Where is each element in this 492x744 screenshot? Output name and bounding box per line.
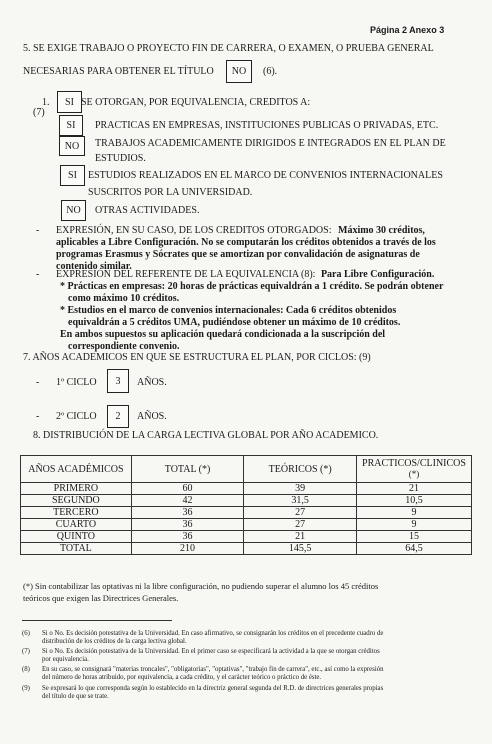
footnote-8-2: del número de horas atribuido, por equivalencia, a cada crédito, y el carácter teórico o práctico de éste. — [42, 674, 322, 681]
item-estudios-box: SI — [60, 165, 85, 186]
item-trabajos-box: NO — [59, 136, 85, 156]
item-otras-text: OTRAS ACTIVIDADES. — [95, 205, 200, 216]
bullet-ambos-2: correspondiente convenio. — [68, 341, 180, 352]
ciclo-1-years-box: 3 — [107, 369, 129, 393]
expresion-creditos-line4: contenido similar. — [56, 261, 132, 272]
section-8-title: 8. DISTRIBUCIÓN DE LA CARGA LECTIVA GLOBAL POR AÑO ACADEMICO. — [33, 430, 379, 441]
item-trabajos-text: TRABAJOS ACADEMICAMENTE DIRIGIDOS E INTEGRADOS EN EL PLAN DE — [95, 138, 446, 149]
table-row-total — [21, 543, 472, 555]
footnote-ref-7: (7) — [33, 107, 45, 118]
ciclo-2-years-box: 2 — [107, 405, 129, 428]
cell: 9 — [357, 519, 472, 531]
table-row — [21, 495, 472, 507]
cell: 64,5 — [357, 543, 472, 555]
cell: PRIMERO — [21, 483, 132, 495]
header-anios: AÑOS ACADÉMICOS — [21, 456, 132, 483]
cell: SEGUNDO — [21, 495, 132, 507]
cell: 15 — [357, 531, 472, 543]
footnote-6-2: distribución de los créditos de la carga lectiva global. — [42, 638, 187, 645]
cell: TOTAL — [21, 543, 132, 555]
item-estudios-text: ESTUDIOS REALIZADOS EN EL MARCO DE CONVENIOS INTERNACIONALES — [88, 170, 443, 181]
ciclo-1-label: 1º CICLO — [56, 377, 97, 388]
cell: 27 — [244, 519, 357, 531]
item-trabajos-text-2: ESTUDIOS. — [95, 153, 146, 164]
footnote-9-num: (9) — [22, 685, 30, 692]
bullet-convenios-2: equivaldrán a 5 créditos UMA, pudiéndose obtener un máximo de 10 créditos. — [68, 317, 401, 328]
table-note-2: teóricos que exigen las Directrices Generales. — [23, 593, 179, 603]
cell: 210 — [131, 543, 244, 555]
footnote-9-2: del título de que se trate. — [42, 693, 109, 700]
item-otras-box: NO — [61, 200, 86, 221]
cell: CUARTO — [21, 519, 132, 531]
referente-value: Para Libre Configuración. — [320, 269, 435, 280]
cell: 36 — [131, 519, 244, 531]
expresion-creditos — [56, 225, 466, 237]
cell: QUINTO — [21, 531, 132, 543]
ciclo-1-unit: AÑOS. — [137, 377, 167, 388]
referente-equivalencia — [56, 269, 434, 281]
cell: 31,5 — [244, 495, 357, 507]
footnote-7: Si o No. Es decisión potestativa de la Universidad. En el primer caso se especificará la actividad a la que se otorgan créditos — [42, 648, 380, 655]
ciclo-2-unit: AÑOS. — [137, 411, 167, 422]
cell: 145,5 — [244, 543, 357, 555]
cell: 39 — [244, 483, 357, 495]
item-practicas-box: SI — [59, 115, 83, 136]
section-6-number: 1. — [42, 97, 50, 108]
table-row — [21, 531, 472, 543]
table-row — [21, 507, 472, 519]
carga-lectiva-table — [20, 455, 472, 555]
bullet-convenios: * Estudios en el marco de convenios internacionales: Cada 6 créditos obtenidos — [60, 305, 397, 316]
table-header-row — [21, 456, 472, 483]
section-5-ref: (6). — [263, 66, 278, 77]
cell: 42 — [131, 495, 244, 507]
table-note: (*) Sin contabilizar las optativas ni la libre configuración, no pudiendo superar el alumno los 45 créditos — [23, 581, 379, 591]
footnote-7-num: (7) — [22, 648, 30, 655]
cell: 21 — [244, 531, 357, 543]
expresion-creditos-line2: aplicables a Libre Configuración. No se computarán los créditos obtenidos a través de los — [56, 237, 436, 248]
footnote-8-num: (8) — [22, 666, 30, 673]
cell: 21 — [357, 483, 472, 495]
item-practicas-text: PRACTICAS EN EMPRESAS, INSTITUCIONES PUBLICAS O PRIVADAS, ETC. — [95, 120, 439, 131]
header-practicos — [357, 456, 472, 483]
section-5-line2: NECESARIAS PARA OBTENER EL TÍTULO — [23, 66, 214, 77]
cell: 27 — [244, 507, 357, 519]
cell: 10,5 — [357, 495, 472, 507]
expresion-creditos-max: Máximo 30 créditos, — [338, 225, 425, 236]
bullet-practicas: * Prácticas en empresas: 20 horas de prácticas equivaldrán a 1 crédito. Se podrán obtener — [60, 281, 444, 292]
cell: 36 — [131, 507, 244, 519]
footnote-6: Si o No. Es decisión potestativa de la Universidad. En caso afirmativo, se consignarán los créditos en el precedente cuadro de — [42, 630, 384, 637]
section-5-line1: 5. SE EXIGE TRABAJO O PROYECTO FIN DE CARRERA, O EXAMEN, O PRUEBA GENERAL — [23, 43, 434, 54]
header-practicos-note: (*) — [408, 469, 420, 479]
page-label: Página 2 Anexo 3 — [370, 25, 445, 35]
section-5-answer-box: NO — [226, 60, 252, 83]
ciclo-2-label: 2º CICLO — [56, 411, 97, 422]
bullet-ambos: En ambos supuestos su aplicación quedará condicionada a la suscripción del — [60, 329, 386, 340]
header-teoricos: TEÓRICOS (*) — [244, 456, 357, 483]
table-row — [21, 519, 472, 531]
item-estudios-text-2: SUSCRITOS POR LA UNIVERSIDAD. — [88, 187, 253, 198]
section-6-answer-box: SI — [57, 91, 82, 113]
expresion-creditos-lead: EXPRESIÓN, EN SU CASO, DE LOS CREDITOS OTORGADOS: — [56, 225, 332, 236]
cell: TERCERO — [21, 507, 132, 519]
table-row — [21, 483, 472, 495]
footnote-divider — [22, 620, 172, 621]
header-practicos-label: PRACTICOS/CLINICOS — [362, 458, 466, 469]
expresion-creditos-line3: programas Erasmus y Sócrates que se amortizan por convalidación de asignaturas de — [56, 249, 420, 260]
cell: 9 — [357, 507, 472, 519]
bullet-practicas-2: como máximo 10 créditos. — [68, 293, 180, 304]
referente-lead: EXPRESIÓN DEL REFERENTE DE LA EQUIVALENCIA (8): — [56, 269, 316, 280]
footnote-7-2: por equivalencia. — [42, 656, 89, 663]
footnote-8: En su caso, se consignará "materias troncales", "obligatorias", "optativas", "trabajo fin de carrera", etc., así como la expresión — [42, 666, 384, 673]
cell: 60 — [131, 483, 244, 495]
section-7-title: 7. AÑOS ACADEMICOS EN QUE SE ESTRUCTURA EL PLAN, POR CICLOS: (9) — [23, 352, 371, 363]
footnote-6-num: (6) — [22, 630, 30, 637]
header-total: TOTAL (*) — [131, 456, 244, 483]
cell: 36 — [131, 531, 244, 543]
footnote-9: Se expresará lo que corresponda según lo establecido en la directriz general segunda del R.D. de directrices generales propias — [42, 685, 384, 692]
section-6-text: SE OTORGAN, POR EQUIVALENCIA, CREDITOS A: — [81, 97, 311, 108]
